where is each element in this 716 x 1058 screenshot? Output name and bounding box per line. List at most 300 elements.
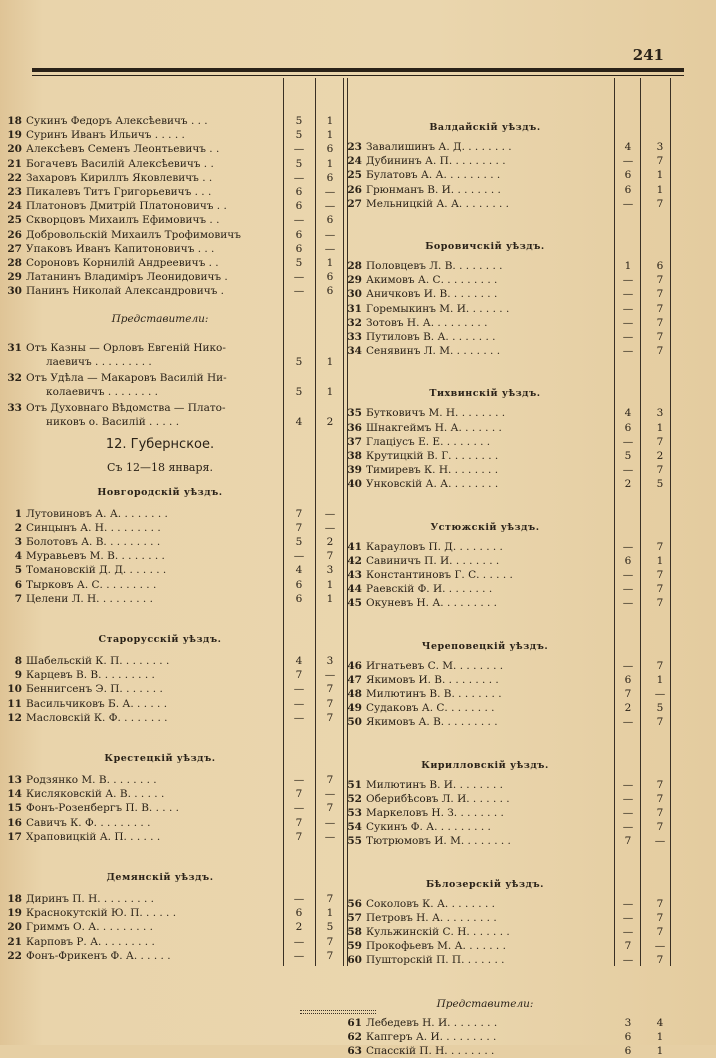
row-name: Константиновъ Г. С. . . . . .: [366, 569, 513, 581]
row-name: Карцевъ В. В. . . . . . . . .: [26, 669, 155, 682]
row-for-value: 6: [295, 578, 303, 591]
row-for-value: —: [293, 893, 305, 905]
district-heading: Тихвинскій уѣздъ.: [429, 388, 541, 400]
row-name: Мельницкій А. А. . . . . . . .: [366, 197, 510, 210]
col-divider: [614, 78, 615, 966]
row-number: 19: [7, 129, 22, 142]
row-for-value: 6: [624, 183, 632, 196]
row-name: Васильчиковъ Б. А. . . . . .: [26, 697, 168, 710]
col-divider: [640, 78, 641, 966]
row-name: Захаровъ Кириллъ Яковлевичъ . .: [26, 171, 213, 184]
district-heading: Демянскій уѣздъ.: [106, 872, 214, 883]
row-for-value: 7: [295, 830, 303, 843]
row-against-value: 7: [656, 716, 664, 729]
row-name: Завалишинъ А. Д. . . . . . . .: [366, 141, 512, 153]
row-for-value: —: [293, 697, 305, 710]
row-against-value: —: [324, 186, 336, 198]
col-divider: [315, 78, 316, 966]
row-against-value: 7: [656, 792, 664, 805]
row-number: 45: [347, 597, 362, 610]
row-against-value: 1: [656, 554, 664, 567]
row-against-value: 7: [326, 711, 334, 724]
district-heading: Валдайскій уѣздъ.: [429, 122, 541, 133]
row-name: Крутицкій В. Г. . . . . . . .: [366, 450, 499, 462]
row-for-value: 6: [624, 673, 632, 686]
row-name: Отъ Казны — Орловъ Евгеній Нико-: [26, 341, 226, 354]
row-for-value: —: [622, 597, 634, 610]
row-for-value: —: [622, 659, 634, 672]
row-number: 28: [7, 257, 22, 269]
page-number: 241: [632, 46, 664, 64]
row-for-value: —: [622, 540, 634, 553]
row-name: Милютинъ В. И. . . . . . . .: [366, 778, 503, 791]
row-against-value: 5: [656, 702, 664, 715]
row-for-value: 6: [624, 1030, 632, 1043]
row-for-value: —: [622, 569, 634, 581]
row-against-value: 7: [656, 583, 664, 596]
row-for-value: 7: [295, 521, 303, 534]
district-heading: Череповецкій уѣздъ.: [421, 640, 549, 652]
row-number: 47: [347, 673, 362, 686]
row-name: Сенявинъ Л. М. . . . . . . .: [366, 345, 501, 358]
section-heading: Представители:: [111, 312, 209, 325]
row-for-value: —: [622, 821, 634, 834]
row-for-value: —: [622, 716, 634, 729]
row-against-value: 7: [656, 435, 664, 448]
row-against-value: 7: [656, 345, 664, 358]
row-number: 63: [347, 1045, 362, 1057]
row-number: 24: [347, 155, 362, 168]
row-against-value: 7: [326, 774, 334, 786]
row-against-value: —: [324, 242, 336, 255]
row-against-value: 7: [656, 569, 664, 581]
col-divider: [283, 78, 284, 966]
row-for-value: 4: [295, 564, 303, 577]
row-name: Дубининъ А. П. . . . . . . . .: [366, 155, 506, 168]
row-for-value: 7: [295, 669, 303, 682]
row-for-value: 6: [295, 228, 303, 241]
row-name: Гриммъ О. А. . . . . . . . .: [26, 921, 153, 934]
row-number: 14: [7, 788, 22, 801]
district-heading: Крестецкій уѣздъ.: [104, 753, 216, 764]
row-number: 26: [7, 228, 22, 241]
row-against-value: 1: [656, 673, 664, 686]
row-name: Путиловъ В. А. . . . . . . .: [366, 331, 496, 343]
row-number: 39: [347, 464, 362, 477]
row-against-value: 6: [656, 260, 664, 272]
row-number: 18: [7, 893, 22, 905]
row-number: 1: [14, 507, 22, 520]
row-name: Савиничъ П. И. . . . . . . .: [366, 554, 500, 567]
row-name: Кисляковскій А. В. . . . . .: [26, 788, 165, 801]
row-number: 26: [347, 183, 362, 196]
district-heading: Новгородскій уѣздъ.: [97, 486, 223, 498]
row-for-value: 7: [624, 688, 632, 700]
row-number: 60: [347, 954, 362, 967]
row-name: Кульжинскій С. Н. . . . . . .: [366, 926, 510, 938]
row-for-value: 5: [295, 257, 303, 269]
row-for-value: 6: [624, 421, 632, 434]
row-name: Горемыкинъ М. И. . . . . . .: [366, 302, 510, 315]
row-against-value: 7: [656, 807, 664, 819]
row-name: Платоновъ Дмитрій Платоновичъ . .: [26, 200, 227, 213]
row-name: Акимовъ А. С. . . . . . . . .: [366, 274, 498, 287]
district-heading: Старорусскій уѣздъ.: [98, 634, 222, 645]
row-against-value: —: [654, 940, 666, 953]
row-number: 50: [347, 716, 362, 729]
row-number: 6: [14, 578, 22, 591]
row-for-value: 2: [624, 478, 632, 491]
row-for-value: —: [622, 316, 634, 329]
row-name: Шнакгеймъ Н. А. . . . . . .: [366, 421, 502, 434]
row-for-value: —: [293, 171, 305, 184]
row-for-value: —: [622, 197, 634, 210]
row-number: 11: [7, 697, 22, 710]
row-name: Глаціусъ Е. Е. . . . . . . .: [366, 435, 491, 448]
row-number: 8: [14, 655, 22, 667]
row-for-value: —: [622, 954, 634, 967]
row-for-value: —: [293, 711, 305, 724]
row-against-value: 1: [326, 907, 334, 920]
row-against-value: 7: [656, 897, 664, 910]
row-for-value: 2: [624, 702, 632, 715]
row-number: 20: [7, 143, 22, 156]
row-name: Бутковичъ М. Н. . . . . . . .: [366, 407, 506, 420]
row-for-value: 5: [295, 385, 303, 398]
row-for-value: 7: [295, 507, 303, 520]
row-name: Судаковъ А. С. . . . . . . .: [366, 702, 495, 715]
row-for-value: —: [622, 288, 634, 301]
row-number: 54: [347, 821, 362, 834]
row-against-value: 7: [656, 331, 664, 343]
row-number: 21: [7, 935, 22, 948]
row-against-value: —: [324, 788, 336, 801]
row-for-value: —: [293, 285, 305, 298]
row-name: Родзянко М. В. . . . . . . .: [26, 774, 157, 786]
row-number: 32: [347, 316, 362, 329]
row-name: Сукинъ Федоръ Алексѣевичъ . . .: [26, 115, 208, 127]
row-against-value: 7: [656, 540, 664, 553]
row-number: 42: [347, 554, 362, 567]
row-for-value: 6: [295, 200, 303, 213]
row-number: 23: [347, 141, 362, 153]
row-for-value: —: [293, 271, 305, 284]
row-for-value: —: [622, 792, 634, 805]
row-for-value: —: [622, 911, 634, 924]
row-against-value: 1: [326, 355, 334, 368]
section-heading: Представители:: [436, 997, 534, 1010]
row-for-value: —: [622, 155, 634, 168]
row-number: 27: [7, 242, 22, 255]
row-number: 22: [7, 171, 22, 184]
row-for-value: 5: [295, 355, 303, 368]
row-for-value: —: [293, 949, 305, 962]
row-number: 23: [7, 186, 22, 198]
row-name: Муравьевъ М. В. . . . . . . .: [26, 550, 165, 563]
row-number: 33: [7, 401, 22, 414]
row-number: 4: [14, 550, 22, 563]
row-against-value: 1: [656, 183, 664, 196]
row-for-value: 5: [295, 129, 303, 142]
row-name: Карауловъ П. Д. . . . . . . .: [366, 540, 503, 553]
row-name: Аничковъ И. В. . . . . . . .: [366, 288, 498, 301]
district-heading: Бѣлозерскій уѣздъ.: [426, 878, 544, 890]
row-for-value: 7: [295, 816, 303, 829]
row-against-value: —: [324, 816, 336, 829]
row-number: 16: [7, 816, 22, 829]
row-number: 34: [347, 345, 362, 358]
row-for-value: 5: [295, 157, 303, 170]
row-against-value: 6: [326, 214, 334, 227]
row-against-value: 2: [656, 450, 664, 462]
row-name: Панинъ Николай Александровичъ .: [26, 285, 224, 298]
row-against-value: —: [324, 200, 336, 213]
row-name: Булатовъ А. А. . . . . . . . .: [366, 169, 501, 182]
row-against-value: 5: [656, 478, 664, 491]
row-for-value: 7: [624, 835, 632, 848]
gubernskoe-dates: Съ 12—18 января.: [107, 460, 213, 474]
col-divider: [670, 78, 671, 966]
row-name: Храповицкій А. П. . . . . .: [26, 830, 161, 843]
row-number: 21: [7, 157, 22, 170]
row-for-value: —: [622, 435, 634, 448]
row-for-value: —: [622, 331, 634, 343]
row-number: 2: [14, 521, 22, 534]
row-for-value: —: [293, 550, 305, 563]
row-number: 29: [347, 274, 362, 287]
row-number: 43: [347, 569, 362, 581]
row-against-value: 7: [656, 316, 664, 329]
row-for-value: 5: [295, 536, 303, 548]
row-name: Милютинъ В. В. . . . . . . .: [366, 688, 502, 700]
row-for-value: —: [293, 214, 305, 227]
row-name-cont: лаевичъ . . . . . . . . .: [46, 355, 152, 368]
row-for-value: 4: [624, 407, 632, 420]
row-number: 51: [347, 778, 362, 791]
row-against-value: 7: [326, 935, 334, 948]
row-name: Отъ Духовнаго Вѣдомства — Плато-: [26, 401, 226, 414]
row-for-value: —: [622, 302, 634, 315]
row-number: 10: [7, 683, 22, 696]
row-for-value: 6: [624, 169, 632, 182]
row-name: Игнатьевъ С. М. . . . . . . .: [366, 659, 504, 672]
row-against-value: 7: [326, 697, 334, 710]
row-number: 9: [14, 669, 22, 682]
row-name: Упаковъ Иванъ Капитоновичъ . . .: [26, 242, 215, 255]
row-for-value: 4: [295, 655, 303, 667]
row-name: Целени Л. Н. . . . . . . . .: [26, 592, 153, 605]
row-number: 52: [347, 792, 362, 805]
row-name: Окуневъ Н. А. . . . . . . . .: [366, 597, 498, 610]
row-number: 29: [7, 271, 22, 284]
row-against-value: 7: [656, 597, 664, 610]
row-against-value: 7: [656, 197, 664, 210]
row-name: Раевскій Ф. И. . . . . . . .: [366, 583, 493, 596]
row-against-value: 6: [326, 285, 334, 298]
row-against-value: 1: [326, 129, 334, 142]
row-against-value: 7: [656, 274, 664, 287]
row-for-value: —: [293, 774, 305, 786]
row-against-value: 7: [656, 821, 664, 834]
row-number: 32: [7, 371, 22, 384]
row-name: Масловскій К. Ф. . . . . . . .: [26, 711, 168, 724]
row-name: Томановскій Д. Д. . . . . . .: [26, 564, 167, 577]
row-name: Спасскій П. Н. . . . . . . .: [366, 1045, 495, 1057]
row-name: Болотовъ А. В. . . . . . . . .: [26, 536, 161, 548]
row-number: 49: [347, 702, 362, 715]
row-number: 5: [14, 564, 22, 577]
row-name: Пикалевъ Титъ Григорьевичъ . . .: [26, 186, 212, 198]
row-number: 61: [347, 1016, 362, 1029]
footer-ornament: [300, 1010, 376, 1014]
row-against-value: 6: [326, 271, 334, 284]
row-number: 22: [7, 949, 22, 962]
row-for-value: —: [622, 897, 634, 910]
row-against-value: 6: [326, 143, 334, 156]
row-against-value: 7: [656, 288, 664, 301]
row-name: Сороновъ Корнилій Андреевичъ . .: [26, 257, 219, 269]
row-number: 40: [347, 478, 362, 491]
row-for-value: —: [293, 143, 305, 156]
row-name: Савичъ К. Ф. . . . . . . . .: [26, 816, 151, 829]
row-number: 37: [347, 435, 362, 448]
row-for-value: —: [293, 935, 305, 948]
row-number: 25: [7, 214, 22, 227]
row-for-value: —: [622, 345, 634, 358]
row-number: 31: [347, 302, 362, 315]
row-against-value: 1: [326, 578, 334, 591]
row-against-value: 7: [656, 778, 664, 791]
row-number: 25: [347, 169, 362, 182]
row-number: 27: [347, 197, 362, 210]
row-number: 18: [7, 115, 22, 127]
row-name: Тютрюмовъ И. М. . . . . . . .: [366, 835, 511, 848]
row-name: Диринъ П. Н. . . . . . . . .: [26, 893, 154, 905]
row-against-value: 7: [326, 893, 334, 905]
row-against-value: 1: [326, 157, 334, 170]
row-for-value: 1: [624, 260, 632, 272]
row-name-cont: колаевичъ . . . . . . . .: [46, 385, 158, 398]
row-name: Лебедевъ Н. И. . . . . . . .: [366, 1016, 498, 1029]
row-number: 7: [14, 592, 22, 605]
row-name: Шабельскій К. П. . . . . . . .: [26, 655, 170, 667]
row-name: Карповъ Р. А. . . . . . . . .: [26, 935, 155, 948]
row-number: 17: [7, 830, 22, 843]
row-for-value: —: [293, 802, 305, 815]
row-against-value: 7: [326, 550, 334, 563]
row-name: Беннигсенъ Э. П. . . . . . .: [26, 683, 163, 696]
row-against-value: 4: [656, 1016, 664, 1029]
row-against-value: 1: [326, 115, 334, 127]
row-for-value: 6: [624, 554, 632, 567]
row-against-value: 7: [656, 926, 664, 938]
row-number: 30: [347, 288, 362, 301]
row-for-value: —: [622, 926, 634, 938]
row-number: 30: [7, 285, 22, 298]
row-number: 31: [7, 341, 22, 354]
row-number: 20: [7, 921, 22, 934]
row-for-value: 6: [295, 242, 303, 255]
row-against-value: —: [324, 669, 336, 682]
row-number: 28: [347, 260, 362, 272]
row-name: Краснокутскій Ю. П. . . . . .: [26, 907, 177, 920]
row-name: Оберибѣсовъ Л. И. . . . . . .: [366, 792, 510, 805]
row-name: Капгеръ А. И. . . . . . . . .: [366, 1030, 497, 1043]
row-number: 62: [347, 1030, 362, 1043]
row-for-value: 4: [624, 141, 632, 153]
row-against-value: 3: [656, 407, 664, 420]
top-rule: [32, 68, 684, 72]
row-against-value: 2: [326, 536, 334, 548]
row-for-value: 3: [624, 1016, 632, 1029]
row-for-value: 5: [295, 115, 303, 127]
row-against-value: 7: [326, 949, 334, 962]
row-against-value: —: [654, 835, 666, 848]
row-number: 33: [347, 331, 362, 343]
row-against-value: 3: [656, 141, 664, 153]
row-name: Суринъ Иванъ Ильичъ . . . . .: [26, 129, 185, 142]
row-against-value: 1: [656, 421, 664, 434]
row-against-value: 1: [656, 1045, 664, 1057]
row-name: Фонъ-Фрикенъ Ф. А. . . . . .: [26, 949, 171, 962]
row-against-value: 1: [326, 592, 334, 605]
row-name: Зотовъ Н. А. . . . . . . . .: [366, 316, 488, 329]
row-for-value: 7: [624, 940, 632, 953]
row-against-value: 7: [326, 802, 334, 815]
row-for-value: —: [622, 778, 634, 791]
row-against-value: 6: [326, 171, 334, 184]
row-against-value: 1: [656, 1030, 664, 1043]
row-number: 56: [347, 897, 362, 910]
row-for-value: 6: [295, 186, 303, 198]
row-name: Пушторскій П. П. . . . . . .: [366, 954, 505, 967]
row-against-value: 7: [656, 911, 664, 924]
row-name: Якимовъ И. В. . . . . . . . .: [366, 673, 499, 686]
row-name: Отъ Удѣла — Макаровъ Василій Ни-: [26, 371, 227, 384]
row-number: 53: [347, 807, 362, 819]
row-for-value: —: [622, 274, 634, 287]
row-name: Алексѣевъ Семенъ Леонтьевичъ . .: [26, 143, 220, 156]
gubernskoe-title: 12. Губернское.: [105, 436, 215, 452]
row-against-value: —: [324, 521, 336, 534]
row-number: 3: [14, 536, 22, 548]
row-name: Петровъ Н. А. . . . . . . . .: [366, 911, 497, 924]
row-for-value: —: [622, 583, 634, 596]
row-name: Грюнманъ В. И. . . . . . . .: [366, 183, 501, 196]
row-for-value: 5: [624, 450, 632, 462]
row-name: Соколовъ К. А. . . . . . . .: [366, 897, 495, 910]
row-name: Унковскій А. А. . . . . . . .: [366, 478, 499, 491]
row-number: 44: [347, 583, 362, 596]
row-against-value: 7: [656, 464, 664, 477]
row-name: Половцевъ Л. В. . . . . . . .: [366, 260, 503, 272]
district-heading: Боровичскій уѣздъ.: [425, 241, 545, 252]
row-against-value: 7: [656, 155, 664, 168]
row-name-cont: никовъ о. Василій . . . . .: [46, 415, 180, 428]
row-number: 36: [347, 421, 362, 434]
row-number: 24: [7, 200, 22, 213]
row-name: Латанинъ Владиміръ Леонидовичъ .: [26, 271, 228, 284]
row-against-value: 7: [656, 302, 664, 315]
row-against-value: —: [654, 688, 666, 700]
row-against-value: 7: [326, 683, 334, 696]
row-for-value: 6: [624, 1045, 632, 1057]
row-for-value: 7: [295, 788, 303, 801]
row-number: 13: [7, 774, 22, 786]
row-number: 41: [347, 540, 362, 553]
row-number: 59: [347, 940, 362, 953]
top-rule-thin: [32, 75, 684, 76]
